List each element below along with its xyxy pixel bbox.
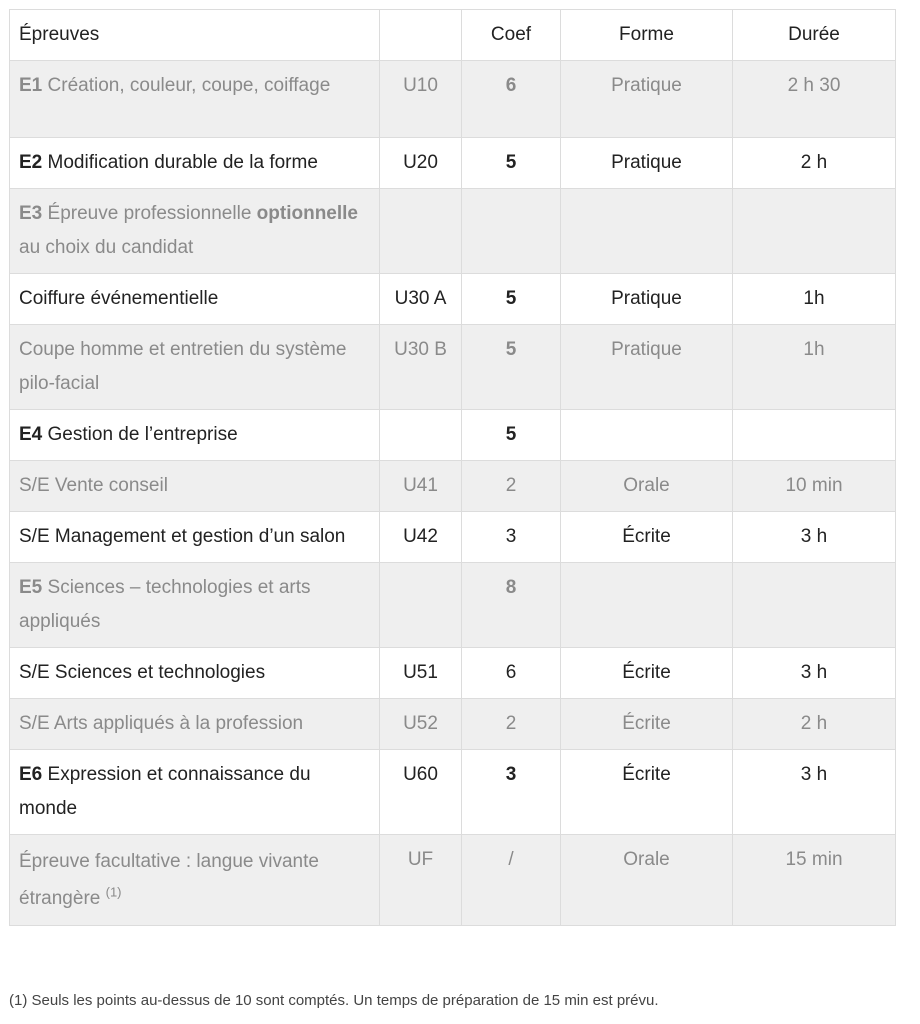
table-row <box>10 61 896 138</box>
cell-epreuve <box>10 410 380 461</box>
cell-forme: Écrite <box>561 699 733 750</box>
cell-duree: 15 min <box>733 835 896 926</box>
cell-epreuve: Coiffure événementielle <box>10 274 380 325</box>
cell-forme: Écrite <box>561 750 733 835</box>
cell-coef: 2 <box>462 699 561 750</box>
header-coef: Coef <box>462 10 561 61</box>
cell-duree: 2 h 30 <box>733 61 896 138</box>
cell-duree <box>733 563 896 648</box>
cell-coef: 5 <box>462 410 561 461</box>
cell-forme: Orale <box>561 835 733 926</box>
cell-unite: U52 <box>380 699 462 750</box>
cell-forme <box>561 410 733 461</box>
cell-coef: 5 <box>462 138 561 189</box>
cell-unite: U20 <box>380 138 462 189</box>
cell-unite <box>380 410 462 461</box>
exam-table <box>9 9 896 926</box>
table-row <box>10 461 896 512</box>
footnote-ref: (1) <box>105 884 122 900</box>
exam-code: E2 <box>19 152 43 173</box>
exam-code: E5 <box>19 577 43 598</box>
cell-duree <box>733 189 896 274</box>
exam-title: Gestion de l’entreprise <box>42 424 238 445</box>
header-forme: Forme <box>561 10 733 61</box>
exam-table-container <box>9 9 895 926</box>
table-row <box>10 750 896 835</box>
cell-forme: Pratique <box>561 61 733 138</box>
exam-code: E6 <box>19 764 43 785</box>
cell-duree: 1h <box>733 325 896 410</box>
exam-title-emphasis: optionnelle <box>256 203 358 224</box>
cell-duree: 3 h <box>733 512 896 563</box>
exam-title: Sciences – technologies et arts appliqués <box>19 577 311 632</box>
cell-epreuve <box>10 563 380 648</box>
cell-unite: U10 <box>380 61 462 138</box>
cell-forme: Orale <box>561 461 733 512</box>
cell-coef: 8 <box>462 563 561 648</box>
cell-duree: 3 h <box>733 648 896 699</box>
cell-unite: U30 A <box>380 274 462 325</box>
table-row <box>10 138 896 189</box>
cell-coef: 5 <box>462 325 561 410</box>
cell-unite: UF <box>380 835 462 926</box>
exam-title: Expression et connaissance du monde <box>19 764 311 819</box>
cell-coef: 3 <box>462 512 561 563</box>
cell-unite: U51 <box>380 648 462 699</box>
exam-code: E3 <box>19 203 43 224</box>
cell-forme <box>561 189 733 274</box>
cell-epreuve <box>10 189 380 274</box>
exam-title-part: Épreuve professionnelle <box>42 203 257 224</box>
exam-title-part: au choix du candidat <box>19 237 194 258</box>
cell-forme <box>561 563 733 648</box>
cell-coef: / <box>462 835 561 926</box>
cell-coef <box>462 189 561 274</box>
cell-unite: U30 B <box>380 325 462 410</box>
cell-forme: Écrite <box>561 512 733 563</box>
exam-title: Épreuve facultative : langue vivante étrangère <box>19 851 319 909</box>
table-row <box>10 410 896 461</box>
cell-forme: Pratique <box>561 138 733 189</box>
cell-forme: Pratique <box>561 274 733 325</box>
cell-unite <box>380 189 462 274</box>
cell-epreuve <box>10 750 380 835</box>
cell-unite: U60 <box>380 750 462 835</box>
header-duree: Durée <box>733 10 896 61</box>
table-row <box>10 189 896 274</box>
cell-epreuve <box>10 61 380 138</box>
cell-duree <box>733 410 896 461</box>
header-epreuves: Épreuves <box>10 10 380 61</box>
table-row <box>10 563 896 648</box>
footnote-text: (1) Seuls les points au-dessus de 10 sont comptés. Un temps de préparation de 15 min est prévu. <box>9 992 659 1009</box>
cell-epreuve: S/E Arts appliqués à la profession <box>10 699 380 750</box>
cell-duree: 3 h <box>733 750 896 835</box>
cell-epreuve: Coupe homme et entretien du système pilo-facial <box>10 325 380 410</box>
exam-code: E1 <box>19 75 43 96</box>
cell-epreuve <box>10 835 380 926</box>
exam-code: E4 <box>19 424 43 445</box>
table-row <box>10 648 896 699</box>
header-unite <box>380 10 462 61</box>
cell-epreuve: S/E Sciences et technologies <box>10 648 380 699</box>
table-row <box>10 512 896 563</box>
cell-coef: 5 <box>462 274 561 325</box>
cell-duree: 10 min <box>733 461 896 512</box>
table-header-row <box>10 10 896 61</box>
exam-title: Modification durable de la forme <box>42 152 318 173</box>
cell-coef: 3 <box>462 750 561 835</box>
cell-unite <box>380 563 462 648</box>
cell-coef: 6 <box>462 648 561 699</box>
cell-forme: Pratique <box>561 325 733 410</box>
cell-duree: 1h <box>733 274 896 325</box>
table-row <box>10 835 896 926</box>
cell-epreuve: S/E Vente conseil <box>10 461 380 512</box>
cell-coef: 2 <box>462 461 561 512</box>
exam-title: Création, couleur, coupe, coiffage <box>42 75 331 96</box>
cell-epreuve <box>10 138 380 189</box>
table-row <box>10 325 896 410</box>
cell-duree: 2 h <box>733 699 896 750</box>
cell-coef: 6 <box>462 61 561 138</box>
cell-duree: 2 h <box>733 138 896 189</box>
cell-unite: U42 <box>380 512 462 563</box>
cell-epreuve: S/E Management et gestion d’un salon <box>10 512 380 563</box>
table-row <box>10 274 896 325</box>
cell-forme: Écrite <box>561 648 733 699</box>
cell-unite: U41 <box>380 461 462 512</box>
table-row <box>10 699 896 750</box>
